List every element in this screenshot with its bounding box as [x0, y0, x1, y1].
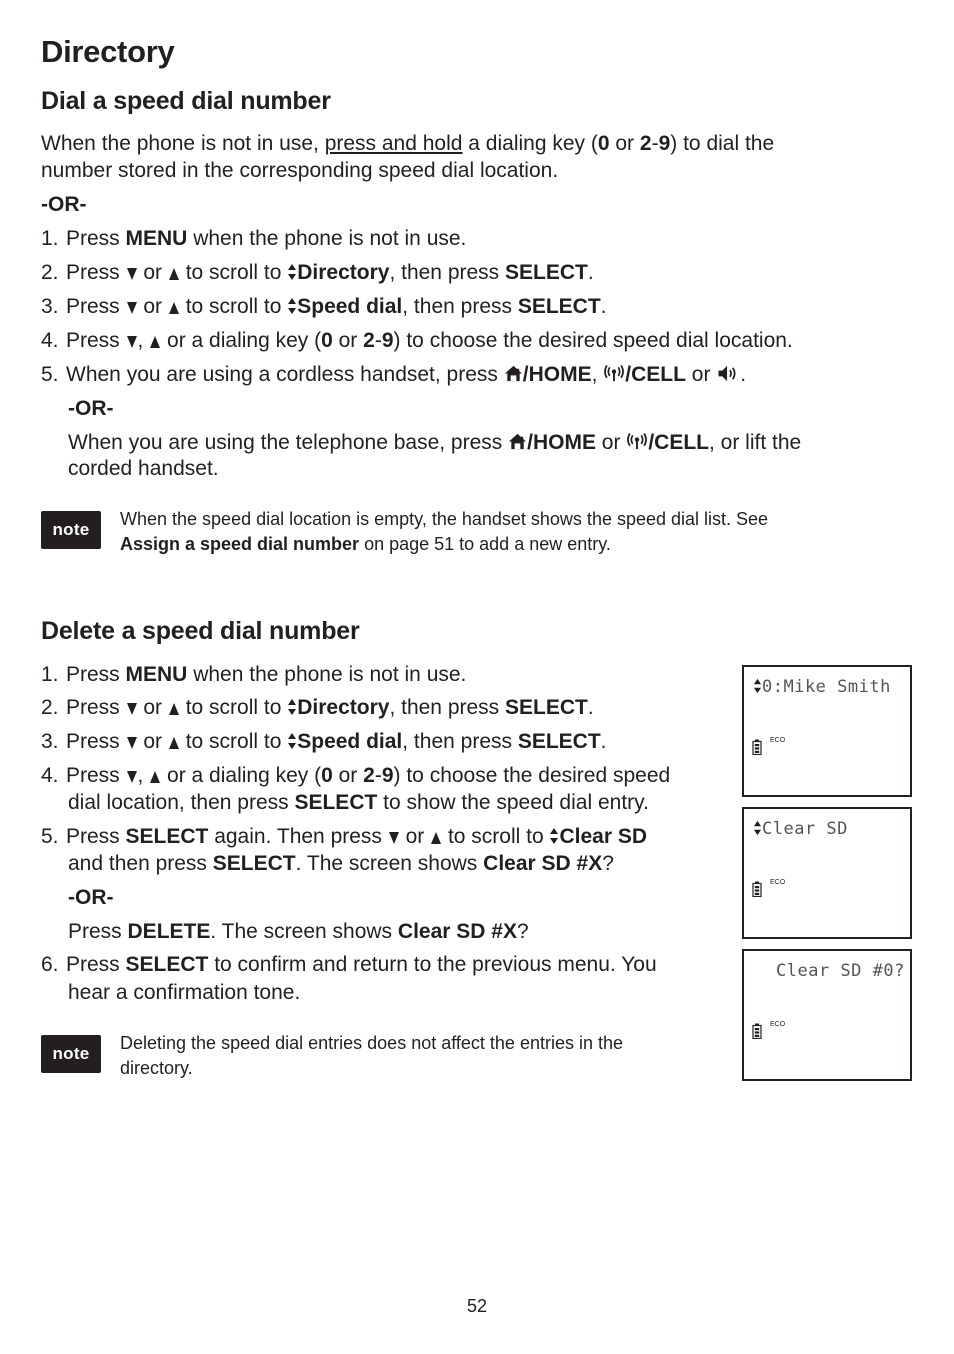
or-separator: -OR-: [68, 397, 114, 420]
dial-intro-line-1: When the phone is not in use, press and hold a dialing key (0 or 2-9) to dial the: [41, 132, 775, 155]
scroll-updown-icon: [287, 263, 297, 281]
dial-step-5-base-line-1: When you are using the telephone base, press /HOME or /CELL, or lift the: [68, 431, 802, 454]
section-heading-dial: Dial a speed dial number: [41, 87, 331, 115]
delete-step-4-line-2: dial location, then press SELECT to show the speed dial entry.: [68, 791, 649, 814]
scroll-updown-icon: [753, 820, 762, 836]
note-line-2: directory.: [120, 1058, 193, 1078]
delete-step-5: 5. Press SELECT again. Then press or to scroll to Clear SD: [41, 825, 648, 848]
page-title: Directory: [41, 34, 175, 69]
battery-icon: [752, 1023, 762, 1039]
scroll-updown-icon: [753, 678, 762, 694]
home-icon: [504, 364, 523, 383]
down-arrow-icon: [126, 333, 138, 349]
dial-step-5-base-line-2: corded handset.: [68, 457, 219, 480]
up-arrow-icon: [168, 265, 180, 281]
scroll-updown-icon: [287, 698, 297, 716]
delete-step-5-line-2: and then press SELECT. The screen shows Clear SD #X?: [68, 852, 614, 875]
down-arrow-icon: [388, 829, 400, 845]
page-number: 52: [466, 1296, 488, 1316]
note-line-2: Assign a speed dial number on page 51 to add a new entry.: [120, 534, 611, 554]
dial-step-5: 5. When you are using a cordless handset, press /HOME, /CELL or .: [41, 363, 747, 386]
delete-step-4: 4. Press , or a dialing key (0 or 2-9) to choose the desired speed: [41, 764, 671, 787]
press-and-hold-text: press and hold: [324, 132, 463, 155]
dial-step-1: 1. Press MENU when the phone is not in use.: [41, 227, 467, 250]
up-arrow-icon: [168, 299, 180, 315]
eco-indicator: ECO: [770, 1021, 786, 1028]
down-arrow-icon: [126, 299, 138, 315]
note-badge: note: [41, 1035, 101, 1073]
down-arrow-icon: [126, 265, 138, 281]
up-arrow-icon: [168, 700, 180, 716]
up-arrow-icon: [430, 829, 442, 845]
note-line-1: Deleting the speed dial entries does not affect the entries in the: [120, 1033, 623, 1053]
cell-icon: [603, 364, 625, 383]
note-badge: note: [41, 511, 101, 549]
up-arrow-icon: [149, 333, 161, 349]
battery-icon: [752, 739, 762, 755]
down-arrow-icon: [126, 768, 138, 784]
delete-step-2: 2. Press or to scroll to Directory, then press SELECT.: [41, 696, 594, 719]
assign-speed-dial-ref: Assign a speed dial number: [120, 534, 360, 554]
handset-screen-entry: [742, 665, 912, 797]
or-separator: -OR-: [41, 193, 87, 216]
home-icon: [508, 432, 527, 451]
delete-step-3: 3. Press or to scroll to Speed dial, then press SELECT.: [41, 730, 607, 753]
delete-step-5-alt: Press DELETE. The screen shows Clear SD #X?: [68, 920, 529, 943]
speaker-icon: [716, 364, 740, 383]
delete-step-1: 1. Press MENU when the phone is not in use.: [41, 663, 467, 686]
up-arrow-icon: [168, 734, 180, 750]
dial-step-2: 2. Press or to scroll to Directory, then press SELECT.: [41, 261, 594, 284]
up-arrow-icon: [149, 768, 161, 784]
screen-text: 0:Mike Smith: [762, 677, 891, 697]
scroll-updown-icon: [287, 297, 297, 315]
down-arrow-icon: [126, 700, 138, 716]
scroll-updown-icon: [549, 827, 559, 845]
section-heading-delete: Delete a speed dial number: [41, 617, 360, 645]
down-arrow-icon: [126, 734, 138, 750]
handset-screen-confirm: [742, 949, 912, 1081]
or-separator: -OR-: [68, 886, 114, 909]
dial-step-4: 4. Press , or a dialing key (0 or 2-9) to choose the desired speed dial location.: [41, 329, 793, 352]
battery-icon: [752, 881, 762, 897]
delete-step-6-line-2: hear a confirmation tone.: [68, 981, 301, 1004]
eco-indicator: ECO: [770, 879, 786, 886]
cell-icon: [626, 432, 648, 451]
delete-step-6: 6. Press SELECT to confirm and return to the previous menu. You: [41, 953, 657, 976]
dial-intro-line-2: number stored in the corresponding speed dial location.: [41, 159, 559, 182]
screen-text: Clear SD: [762, 819, 848, 839]
eco-indicator: ECO: [770, 737, 786, 744]
scroll-updown-icon: [287, 732, 297, 750]
screen-text: Clear SD #0?: [776, 961, 905, 981]
handset-screen-clear-sd: [742, 807, 912, 939]
note-line-1: When the speed dial location is empty, the handset shows the speed dial list. See: [120, 509, 769, 529]
dial-step-3: 3. Press or to scroll to Speed dial, then press SELECT.: [41, 295, 607, 318]
